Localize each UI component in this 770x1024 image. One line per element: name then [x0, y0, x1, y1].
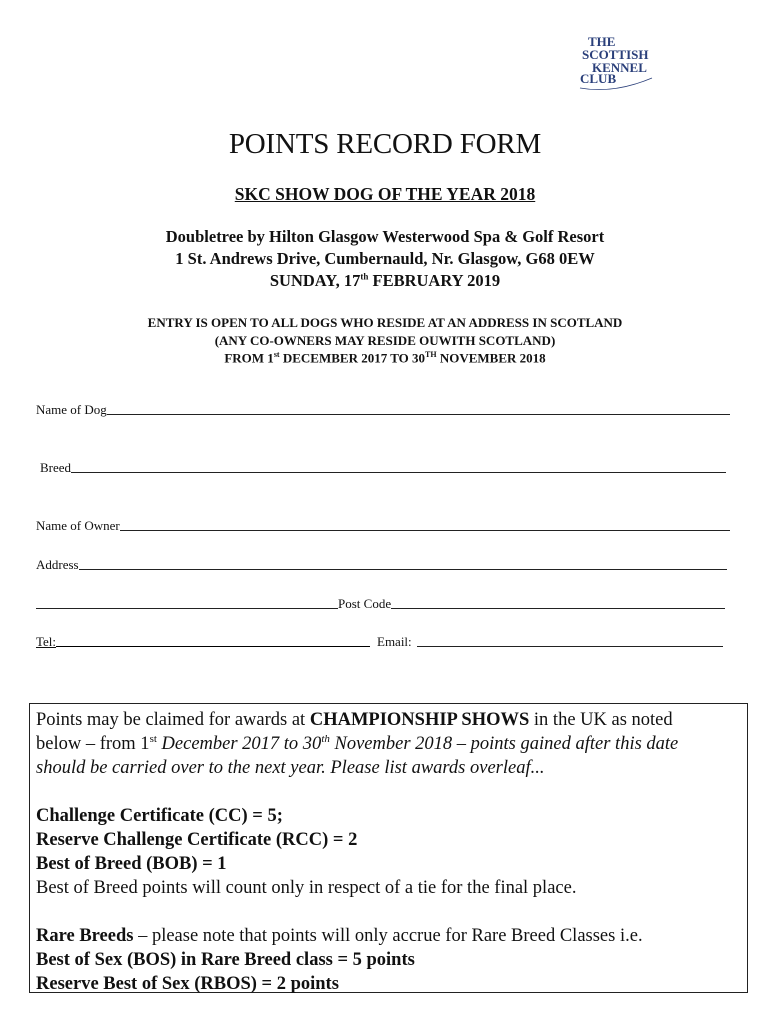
- logo-text-the: THE: [588, 34, 616, 49]
- rbos-points: Reserve Best of Sex (RBOS) = 2 points: [36, 974, 339, 994]
- email-line[interactable]: [417, 646, 723, 647]
- points-intro-championship: CHAMPIONSHIP SHOWS: [309, 710, 530, 730]
- points-intro-c: in the UK as noted: [529, 710, 673, 730]
- name-of-dog-label: Name of Dog: [36, 402, 107, 417]
- tel-label: Tel:: [36, 634, 57, 649]
- venue-address: 1 St. Andrews Drive, Cumbernauld, Nr. Glasgow, G68 0EW: [175, 249, 595, 268]
- address-postcode-row[interactable]: [36, 596, 725, 612]
- bos-points: Best of Sex (BOS) in Rare Breed class = 5 points: [36, 950, 415, 970]
- entry-period-sup2: TH: [425, 350, 437, 359]
- tel-line[interactable]: [56, 646, 370, 647]
- show-date-pre: SUNDAY, 17: [269, 271, 361, 290]
- email-field[interactable]: [377, 634, 723, 650]
- rcc-points: Reserve Challenge Certificate (RCC) = 2: [36, 830, 358, 850]
- show-date-post: FEBRUARY 2019: [368, 271, 501, 290]
- rare-breeds-label: Rare Breeds: [36, 926, 134, 946]
- entry-period-b: DECEMBER 2017 TO 30: [279, 350, 426, 366]
- logo-emblem: [574, 32, 660, 94]
- breed-line[interactable]: [71, 472, 726, 473]
- entry-rule-2: (ANY CO-OWNERS MAY RESIDE OUWITH SCOTLAND): [214, 333, 556, 348]
- post-code-line[interactable]: [391, 608, 725, 609]
- rare-breeds-note: [36, 924, 741, 948]
- name-of-dog-line[interactable]: [107, 414, 730, 415]
- cc-points: Challenge Certificate (CC) = 5;: [36, 806, 283, 826]
- name-of-owner-field[interactable]: [36, 518, 730, 534]
- address-field[interactable]: [36, 557, 727, 573]
- tel-field[interactable]: [36, 634, 370, 650]
- points-intro-f: November 2018 – points gained after this date: [329, 734, 679, 754]
- entry-rule-1: ENTRY IS OPEN TO ALL DOGS WHO RESIDE AT AN ADDRESS IN SCOTLAND: [147, 315, 623, 330]
- rare-breeds-text: – please note that points will only accrue for Rare Breed Classes i.e.: [133, 926, 643, 946]
- points-intro-d: below – from 1: [36, 734, 150, 754]
- show-date: [0, 271, 770, 291]
- page-subtitle: SKC SHOW DOG OF THE YEAR 2018: [234, 184, 536, 204]
- points-intro-a: Points may be claimed for awards at: [36, 710, 310, 730]
- points-intro-e: December 2017 to 30: [156, 734, 322, 754]
- breed-field[interactable]: [40, 460, 726, 476]
- scottish-kennel-club-logo: [574, 32, 660, 94]
- logo-text-scottish: SCOTTISH: [582, 47, 649, 62]
- name-of-owner-label: Name of Owner: [36, 518, 120, 533]
- entry-period-a: FROM 1: [224, 350, 274, 366]
- points-intro-sup2: th: [321, 732, 330, 745]
- address-line-2[interactable]: [36, 608, 338, 609]
- entry-period: [0, 350, 770, 366]
- logo-text-kennel: KENNEL: [592, 60, 647, 75]
- points-intro-g: should be carried over to the next year. Please list awards overleaf...: [36, 758, 545, 778]
- points-intro-sup1: st: [149, 732, 157, 745]
- breed-label: Breed: [40, 460, 72, 475]
- page-title: POINTS RECORD FORM: [228, 128, 542, 160]
- name-of-owner-line[interactable]: [120, 530, 730, 531]
- venue-name: Doubletree by Hilton Glasgow Westerwood Spa & Golf Resort: [165, 227, 605, 246]
- address-label: Address: [36, 557, 79, 572]
- bob-note: Best of Breed points will count only in respect of a tie for the final place.: [36, 878, 577, 898]
- points-intro: [36, 708, 741, 780]
- name-of-dog-field[interactable]: [36, 402, 730, 418]
- show-date-sup: th: [360, 271, 369, 282]
- address-line[interactable]: [79, 569, 727, 570]
- email-label: Email:: [377, 634, 412, 649]
- bob-points: Best of Breed (BOB) = 1: [36, 854, 227, 874]
- entry-period-c: NOVEMBER 2018: [436, 350, 546, 366]
- post-code-label: Post Code: [338, 596, 392, 611]
- points-info-box: [29, 703, 748, 993]
- logo-text-club: CLUB: [580, 71, 617, 86]
- entry-period-sup1: st: [273, 350, 280, 359]
